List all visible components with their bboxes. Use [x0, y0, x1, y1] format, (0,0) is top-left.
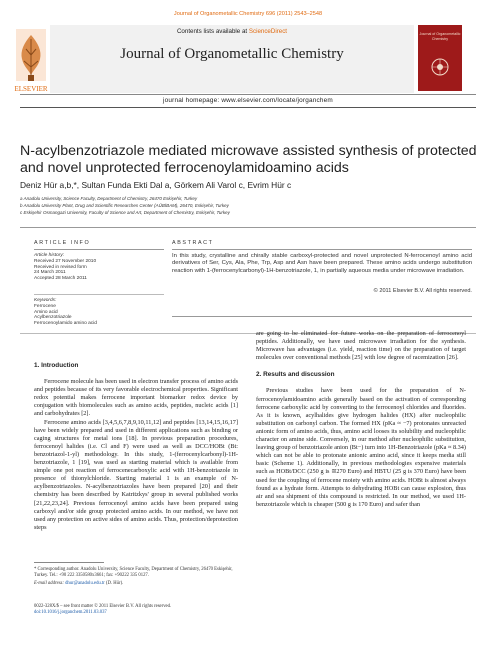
corresponding-author-footnote — [34, 567, 238, 586]
journal-reference[interactable]: Journal of Organometallic Chemistry 696 (2011) 2543–2548 — [173, 11, 323, 17]
contents-prefix: Contents lists available at — [176, 28, 249, 35]
keywords — [34, 298, 164, 327]
paragraph: are going to be eliminated for future works on the preparation of ferrocenoyl peptides. Additionally, we have used microwave irradiation for the synthesis. Microwave has advantages (i.e. yield, reaction time) on the preparation of target molecules over conventional methods [25] with low degree of racemization [26]. — [256, 330, 466, 362]
elsevier-logo-icon — [14, 25, 48, 97]
journal-homepage[interactable]: journal homepage: www.elsevier.com/locate/jorganchem — [163, 97, 333, 104]
abstract-bottom-rule — [172, 316, 472, 317]
keywords-label: Keywords: — [34, 298, 57, 303]
history-line: Received in revised form — [34, 264, 87, 270]
doi-link[interactable]: doi:10.1016/j.jorganchem.2011.03.037 — [34, 609, 107, 615]
history-line: Accepted 28 March 2011 — [34, 276, 87, 282]
paragraph: Ferrocene amino acids [3,4,5,6,7,8,9,10,11,12] and peptides [13,14,15,16,17] have been widely prepared and used in different applications such as binding or caging structures for metal ions [18]. In previous preparation procedures, ferrocenoyl halides (i.e. Cl and F) were used as well as DCC/HOBt (Bt: benzotriazol-1-yl) methodology. In this study, 1-(ferrocenylcarbonyl)-1H-benzotriazole, 1 [19], was used as starting material which is available from simple one pot reaction of ferrocenecarboxylic acid with 1H-benzotriazole in presence of thionylchloride. Starting material 1 is an example of N-acylbenzotriazoles. N-acylbenzotriazoles have been prepared [20] and their chemistry has been described by Katritzkys' group in several published works [21,22,23,24]. Previous ferrocenoyl amino acids have been prepared using carboxyl and/or side group protected amino acids. In our method, we have not used any protection on active sides of amino acids. Thus, protection/deprotection steps — [34, 418, 238, 531]
issn-doi-block — [34, 604, 238, 616]
affiliation-c: c Eskişehir Osmangazi University, Faculty of Science and Art, Department of Chemistry, Eskişehir, Turkey — [20, 210, 230, 215]
keyword: Ferrocene — [34, 303, 56, 309]
footnote-rule — [34, 562, 104, 563]
article-info-heading: ARTICLE INFO — [34, 240, 91, 246]
article-info-rule — [34, 249, 164, 250]
cover-ornament-icon — [429, 55, 451, 79]
body-column-left — [34, 362, 238, 532]
cover-title: Journal of Organometallic Chemistry — [419, 32, 461, 41]
corresponding-author-note: * Corresponding author. Anadolu University, Science Faculty, Department of Chemistry, 26470 Eskişehir, Turkey. Tel.: +90 222 3350580x3661; fax: +90222 335 0127. — [34, 567, 233, 578]
email-suffix: (D. Hür). — [104, 580, 124, 586]
affiliation-b: b Anadolu University Plant, Drug and Scientific Researches Center (AÜBİBAM), 26470, Eskişehir, Turkey — [20, 203, 229, 208]
paragraph: Ferrocene molecule has been used in electron transfer process of amino acids and peptides because of its very favorable electrochemical properties. Significant redox potential makes ferrocene important biomarker redox device by conjugation with biomolecules such as amino acids, peptides, nucleic acids [1] and carbohydrates [2]. — [34, 378, 238, 418]
history-line: Received 27 November 2010 — [34, 258, 97, 264]
history-rule — [34, 294, 164, 295]
email-link[interactable]: dhur@anadolu.edu.tr — [65, 580, 105, 586]
info-rule — [20, 227, 476, 228]
abstract-heading: ABSTRACT — [172, 240, 214, 246]
section-heading-results: 2. Results and discussion — [256, 371, 335, 379]
header-rule — [20, 94, 476, 95]
issn-line: 0022-328X/$ – see front matter © 2011 Elsevier B.V. All rights reserved. — [34, 604, 172, 609]
journal-title: Journal of Organometallic Chemistry — [120, 46, 344, 62]
email-label: E-mail address: — [34, 580, 66, 586]
journal-cover-thumbnail[interactable] — [418, 25, 462, 91]
body-column-right — [256, 330, 466, 509]
publisher-logo-text: ELSEVIER — [14, 85, 48, 93]
sciencedirect-link[interactable]: ScienceDirect — [248, 28, 288, 35]
keyword: Amino acid — [34, 309, 58, 315]
affiliation-a: a Anadolu University, Science Faculty, Department of Chemistry, 26470 Eskişehir, Turkey — [20, 196, 198, 201]
history-label: Article history: — [34, 253, 65, 258]
article-title: N-acylbenzotriazole mediated microwave assisted synthesis of protected and novel unprotected ferrocenoylamidoamino acids — [20, 143, 477, 176]
section-heading-introduction: 1. Introduction — [34, 362, 79, 369]
paragraph: Previous studies have been used for the preparation of N-ferrocenoylamidoamino acids generally based on the activation of corresponding ferrocene carboxylic acid by converting to the ferrocenoyl chlorides and fluorides. As it is known, acylhalides give hydrogen halides (HX) after nucleophilic substitution on carbonyl carbon. The formed HX (pKa ≈ −7) protonates unreacted anionic form of amino acids, thus, amino acid looses its solubility and nucleophilic character on amine side. Conversely, in our method after nucleophilic substitution, leaving group of benzotriazole anion (Bt−) turn into 1H-Benzotriazole (pKa ≈ 8.34) which can not be able to protonate anionic amino acid, since it keeps media still basic (Scheme 1). Additionally, in previous methodologies expensive materials such as HOBt/DCC (250 g is ≅270 Euro) and HBTU (25 g is 370 Euro) have been used for the coupling of ferrocene moiety with amino acids. HOBt is almost always found as a hydrate form. Attempts to dehydrating HOBt can cause explosion, thus air and sea shipment of this compound is restricted. In our method, we used 1H-benzotriazole which is cheaper (500 g is 170 Euro) and safer than — [256, 387, 466, 508]
author-list: Deniz Hür a,b,*, Sultan Funda Ekti Dal a, Görkem Ali Varol c, Evrim Hür c — [20, 180, 292, 190]
keyword: Ferrocenoylamido amino acid — [34, 321, 97, 327]
abstract-text: In this study, crystalline and chirally stable carboxyl-protected and novel unprotected N-ferrocenoyl amino acid derivatives of Ser, Cys, Ala, Phe, Trp, Asp and Asn have been prepared. These amino acids undergo substitution reaction with 1-(ferrocenylcarbonyl)-1H-benzotriazole, 1, in partially aqueous media under microwave irradiation. — [172, 253, 472, 274]
email-line — [34, 581, 238, 587]
abstract-rule — [172, 249, 472, 250]
keyword: Acylbenzotriazole — [34, 315, 72, 321]
article-history — [34, 253, 164, 282]
header-divider — [20, 107, 476, 108]
copyright-notice: © 2011 Elsevier B.V. All rights reserved. — [373, 288, 472, 294]
contents-line — [50, 28, 414, 35]
history-line: 24 March 2011 — [34, 270, 66, 276]
